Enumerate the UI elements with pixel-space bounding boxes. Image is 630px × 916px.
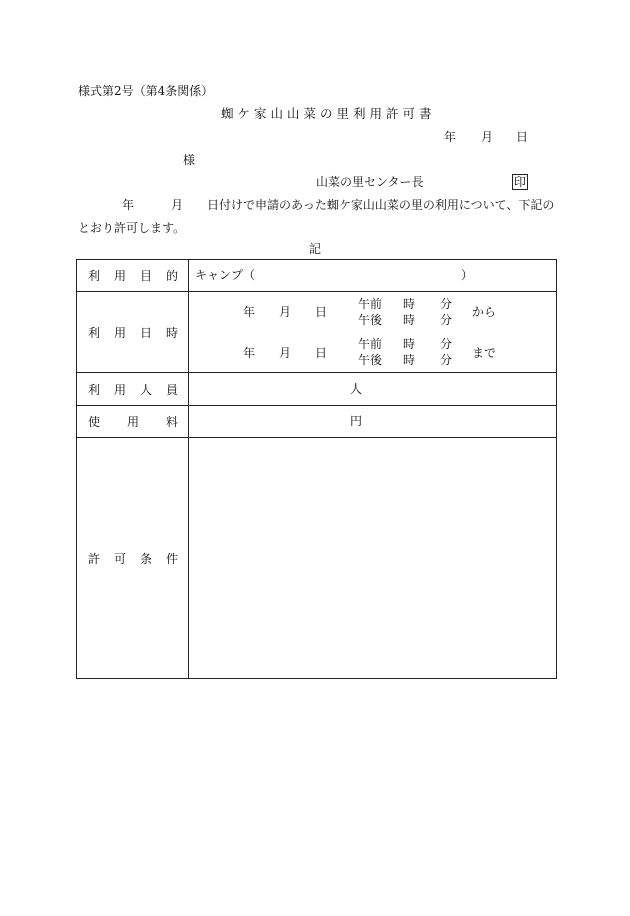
fee-label <box>77 406 189 438</box>
label-char: 許 <box>88 551 101 566</box>
row-fee <box>77 406 557 438</box>
to-pm: 午後 <box>358 353 383 367</box>
label-char: 条 <box>139 551 152 566</box>
label-char: 料 <box>165 415 178 429</box>
label-char: 的 <box>165 269 178 283</box>
to-minute-2: 分 <box>440 353 453 367</box>
body-month: 月 <box>171 198 184 212</box>
people-unit: 人 <box>350 382 363 396</box>
label-char: 人 <box>139 382 152 397</box>
body-year: 年 <box>122 198 135 212</box>
purpose-suffix: ） <box>461 268 474 282</box>
ki-label: 記 <box>309 242 322 256</box>
permit-table <box>76 259 557 679</box>
to-day: 日 <box>315 346 328 360</box>
label-char: 用 <box>126 415 139 429</box>
to-suffix: まで <box>472 346 497 360</box>
row-datetime <box>77 292 557 373</box>
from-hour-2: 時 <box>403 313 416 327</box>
datetime-value-cell[interactable] <box>189 292 557 373</box>
from-minute-2: 分 <box>440 313 453 327</box>
people-label <box>77 373 189 406</box>
row-purpose <box>77 260 557 292</box>
row-people <box>77 373 557 406</box>
fee-value-cell[interactable] <box>189 406 557 438</box>
recipient-suffix: 様 <box>183 153 196 167</box>
to-hour-2: 時 <box>403 353 416 367</box>
label-char: 日 <box>139 325 152 340</box>
conditions-value-cell[interactable] <box>189 438 557 679</box>
label-char: 用 <box>113 269 126 283</box>
date-day: 日 <box>516 130 529 144</box>
row-conditions <box>77 438 557 679</box>
body-line-2: とおり許可します。 <box>78 221 186 235</box>
fee-unit: 円 <box>350 414 363 428</box>
label-char: 員 <box>165 382 178 397</box>
from-hour-1: 時 <box>403 297 416 311</box>
to-hour-1: 時 <box>403 337 416 351</box>
from-month: 月 <box>279 305 292 319</box>
form-number: 様式第2号（第4条関係） <box>78 84 214 98</box>
document-title: 蜘ケ家山山菜の里利用許可書 <box>221 106 436 121</box>
from-year: 年 <box>243 305 256 319</box>
seal-mark: 印 <box>514 175 527 189</box>
from-day: 日 <box>315 305 328 319</box>
label-char: 件 <box>165 551 178 566</box>
label-char: 利 <box>88 269 101 283</box>
to-minute-1: 分 <box>440 337 453 351</box>
purpose-label <box>77 260 189 292</box>
people-value-cell[interactable] <box>189 373 557 406</box>
label-char: 目 <box>139 269 152 283</box>
date-year: 年 <box>444 130 457 144</box>
label-char: 利 <box>88 382 101 397</box>
label-char: 可 <box>113 551 126 566</box>
to-am: 午前 <box>358 337 383 351</box>
label-char: 使 <box>88 415 101 429</box>
date-month: 月 <box>481 130 494 144</box>
purpose-value-cell[interactable] <box>189 260 557 292</box>
from-pm: 午後 <box>358 313 383 327</box>
conditions-label <box>77 438 189 679</box>
to-month: 月 <box>279 346 292 360</box>
to-year: 年 <box>243 346 256 360</box>
label-char: 用 <box>113 382 126 397</box>
issuer-name: 山菜の里センター長 <box>316 175 424 189</box>
purpose-prefix: キャンプ（ <box>195 268 256 282</box>
label-char: 利 <box>88 325 101 340</box>
from-am: 午前 <box>358 297 383 311</box>
datetime-label <box>77 292 189 373</box>
from-minute-1: 分 <box>440 297 453 311</box>
from-suffix: から <box>472 305 497 319</box>
body-text: 日付けで申請のあった蜘ケ家山山菜の里の利用について、下記の <box>207 198 555 212</box>
label-char: 用 <box>113 325 126 340</box>
label-char: 時 <box>165 325 178 340</box>
